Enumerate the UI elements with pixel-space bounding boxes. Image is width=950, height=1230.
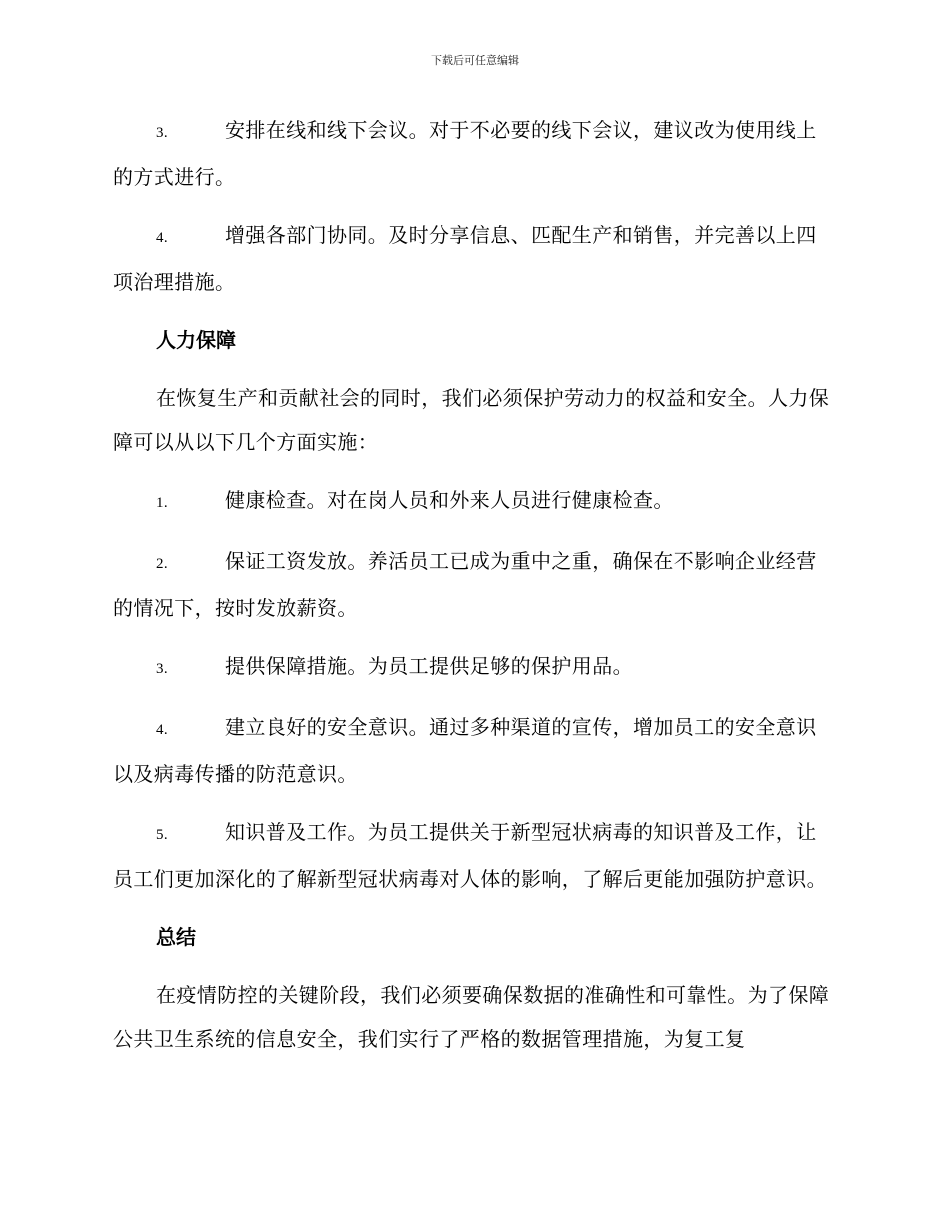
section-heading-hr: 人力保障 xyxy=(156,328,236,352)
list-item-4-coordination xyxy=(113,213,833,304)
list-number: 2. xyxy=(156,556,169,572)
list-number: 4. xyxy=(156,230,169,246)
list-item-text: 安排在线和线下会议。对于不必要的线下会议，建议改为使用线上的方式进行。 xyxy=(113,118,817,189)
paragraph-summary: 在疫情防控的关键阶段，我们必须要确保数据的准确性和可靠性。为了保障公共卫生系统的信息安全，我们实行了严格的数据管理措施，为复工复 xyxy=(113,983,830,1051)
list-item-text: 增强各部门协同。及时分享信息、匹配生产和销售，并完善以上四项治理措施。 xyxy=(113,223,817,294)
list-item-4-safety-awareness xyxy=(113,705,833,796)
paragraph-hr-intro: 在恢复生产和贡献社会的同时，我们必须保护劳动力的权益和安全。人力保障可以从以下几个方面实施： xyxy=(113,386,830,454)
list-item-1-health-check xyxy=(113,478,833,525)
list-item-3-protection xyxy=(113,644,833,691)
list-number: 1. xyxy=(156,495,169,511)
list-item-text: 提供保障措施。为员工提供足够的保护用品。 xyxy=(225,654,633,678)
list-item-text: 保证工资发放。养活员工已成为重中之重，确保在不影响企业经营的情况下，按时发放薪资。 xyxy=(113,549,817,620)
list-number: 3. xyxy=(156,661,169,677)
list-item-3-meetings xyxy=(113,108,833,199)
list-item-text: 知识普及工作。为员工提供关于新型冠状病毒的知识普及工作，让员工们更加深化的了解新型冠状病毒对人体的影响，了解后更能加强防护意识。 xyxy=(113,820,827,891)
list-item-text: 建立良好的安全意识。通过多种渠道的宣传，增加员工的安全意识以及病毒传播的防范意识。 xyxy=(113,715,817,786)
list-item-2-wages xyxy=(113,539,833,630)
list-item-text: 健康检查。对在岗人员和外来人员进行健康检查。 xyxy=(225,488,674,512)
list-item-5-knowledge xyxy=(113,810,833,901)
list-number: 4. xyxy=(156,722,169,738)
document-body xyxy=(113,108,833,1075)
list-number: 5. xyxy=(156,827,169,843)
page-header: 下载后可任意编辑 xyxy=(431,54,519,67)
section-heading-summary: 总结 xyxy=(156,925,196,949)
list-number: 3. xyxy=(156,125,169,141)
